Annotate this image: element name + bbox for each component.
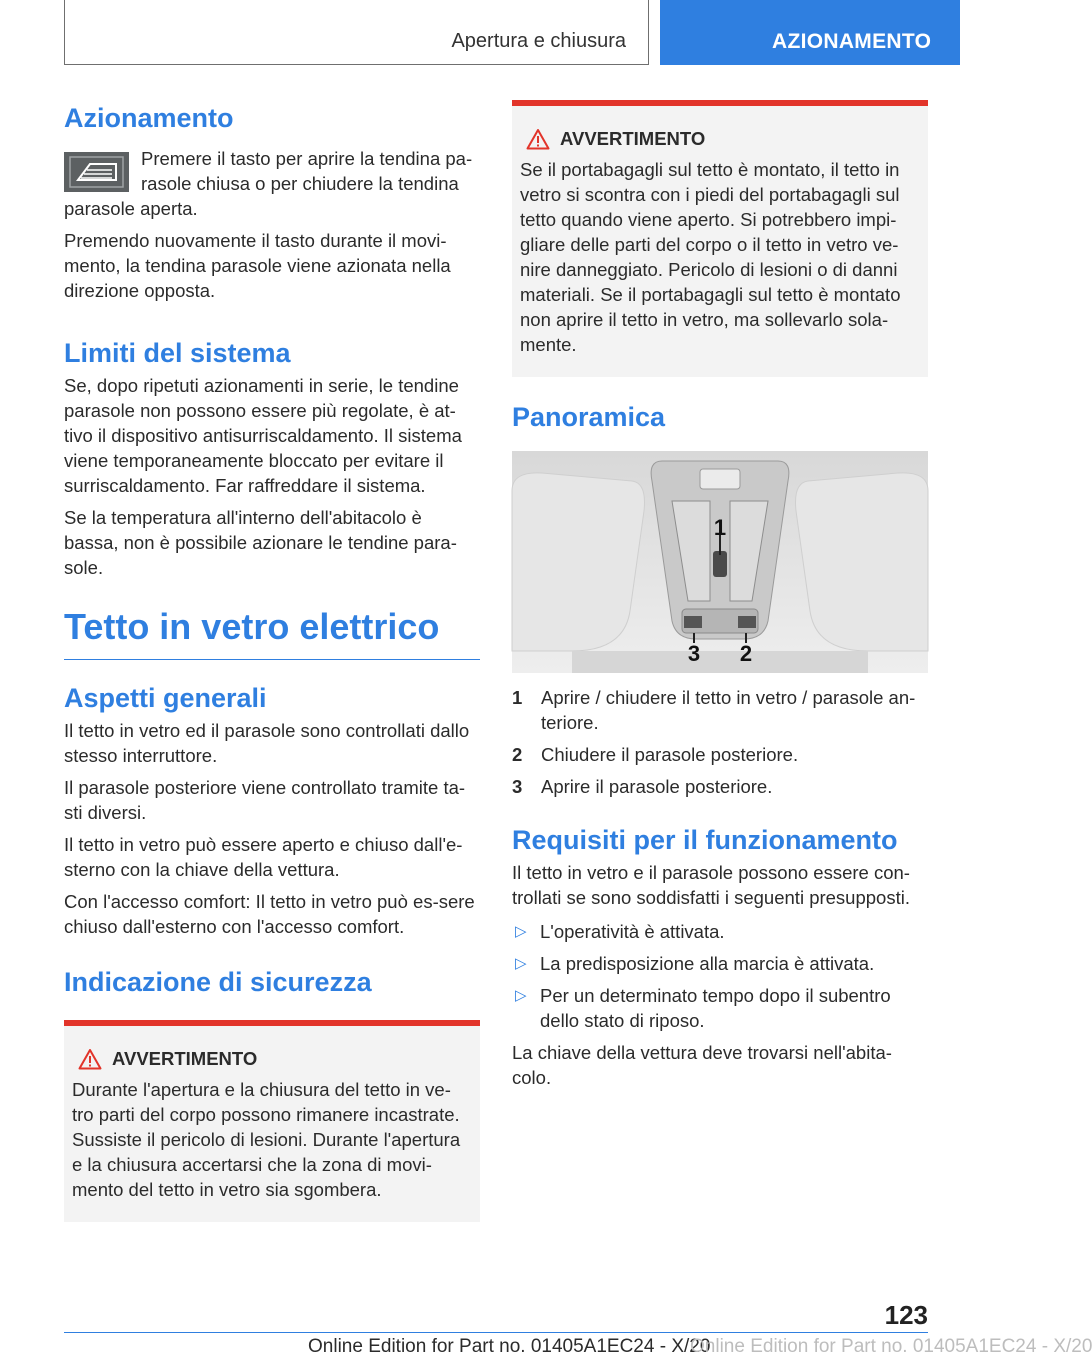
azionamento-block (64, 146, 480, 221)
warning-title-text-left: AVVERTIMENTO (112, 1048, 258, 1069)
requisiti-paragraph-2: La chiave della vettura deve trovarsi nell'abita-colo. (512, 1042, 892, 1088)
aspetti-paragraph-2: Il parasole posteriore viene controllato tramite ta-sti diversi. (64, 777, 466, 823)
aspetti-paragraph-1: Il tetto in vetro ed il parasole sono controllati dallo stesso interruttore. (64, 720, 470, 766)
list-item-text: La predisposizione alla marcia è attivata. (540, 953, 875, 974)
list-item (512, 951, 928, 976)
list-item-number: 1 (512, 687, 523, 708)
requisiti-paragraph-1: Il tetto in vetro e il parasole possono essere con-trollati se sono soddisfatti i seguenti presupposti. (512, 862, 910, 908)
warning-title-text-right: AVVERTIMENTO (560, 128, 706, 149)
list-item-number: 2 (512, 744, 523, 765)
list-item-text: Per un determinato tempo dopo il subentro dello stato di riposo. (540, 985, 891, 1031)
list-item-text: Aprire / chiudere il tetto in vetro / parasole an-teriore. (541, 687, 916, 733)
heading-sicurezza: Indicazione di sicurezza (64, 967, 372, 997)
azionamento-paragraph-1: Premere il tasto per aprire la tendina pa-rasole chiusa o per chiudere la tendina parasole aperta. (64, 148, 473, 219)
warning-title-left (72, 1046, 470, 1071)
warning-box-right (512, 100, 928, 377)
triangle-bullet-icon: ▷ (515, 987, 527, 1004)
figure-label-3: 3 (687, 641, 701, 666)
watermark-text: Online Edition for Part no. 01405A1EC24 - X/20 (690, 1336, 1092, 1357)
heading-azionamento: Azionamento (64, 103, 234, 133)
list-item-number: 3 (512, 776, 523, 797)
list-item-text: Aprire il parasole posteriore. (541, 776, 773, 797)
list-item-text: L'operatività è attivata. (540, 921, 725, 942)
left-column (64, 100, 480, 1222)
warning-title-right (520, 126, 918, 151)
overhead-console-figure (512, 451, 928, 673)
list-item (512, 983, 928, 1033)
header-section-box (64, 0, 649, 65)
requisiti-bullet-list (512, 919, 928, 1033)
sunblind-button-icon (64, 152, 129, 192)
figure-label-2: 2 (739, 641, 753, 666)
header-section-title: Apertura e chiusura (451, 30, 626, 52)
edition-text: Online Edition for Part no. 01405A1EC24 - X/20 (308, 1336, 711, 1357)
list-item (512, 685, 928, 735)
header-chapter-tab: AZIONAMENTO (660, 0, 960, 65)
azionamento-paragraph-2: Premendo nuovamente il tasto durante il movi-mento, la tendina parasole viene azionata nella direzione opposta. (64, 230, 451, 301)
heading-requisiti: Requisiti per il funzionamento (512, 825, 898, 855)
warning-triangle-icon (526, 128, 550, 150)
warning-triangle-icon (78, 1048, 102, 1070)
heading-panoramica: Panoramica (512, 402, 666, 432)
overhead-console-illustration (512, 451, 928, 673)
warning-box-left (64, 1020, 480, 1222)
list-item (512, 742, 928, 767)
list-item (512, 919, 928, 944)
limiti-paragraph-1: Se, dopo ripetuti azionamenti in serie, le tendine parasole non possono essere più regolate, è at-tivo il dispositivo antisurriscaldamento. Il sistema viene temporaneamente bloccato per evitare il surriscaldamento. Far raffreddare il sistema. (64, 375, 462, 496)
triangle-bullet-icon: ▷ (515, 923, 527, 940)
triangle-bullet-icon: ▷ (515, 955, 527, 972)
limiti-paragraph-2: Se la temperatura all'interno dell'abitacolo è bassa, non è possibile azionare le tendine para-sole. (64, 507, 457, 578)
heading-aspetti-generali: Aspetti generali (64, 683, 267, 713)
heading-tetto-vetro: Tetto in vetro elettrico (64, 605, 480, 660)
list-item (512, 774, 928, 799)
footer-divider (64, 1332, 928, 1333)
panoramica-list (512, 685, 928, 799)
figure-label-1: 1 (713, 515, 727, 540)
aspetti-paragraph-3: Il tetto in vetro può essere aperto e chiuso dall'e-sterno con la chiave della vettura. (64, 834, 463, 880)
warning-text-left: Durante l'apertura e la chiusura del tetto in ve-tro parti del corpo possono rimanere incastrate. Sussiste il pericolo di lesioni. Durante l'apertura e la chiusura accertarsi che la zona di movi-mento del tetto in vetro sia sgombera. (72, 1079, 461, 1200)
page-number: 123 (884, 1300, 928, 1330)
right-column (512, 100, 928, 1090)
aspetti-paragraph-4: Con l'accesso comfort: Il tetto in vetro può es-sere chiuso dall'esterno con l'accesso comfort. (64, 891, 475, 937)
list-item-text: Chiudere il parasole posteriore. (541, 744, 799, 765)
warning-text-right: Se il portabagagli sul tetto è montato, il tetto in vetro si scontra con i piedi del portabagagli sul tetto quando viene aperto. Si potrebbero impi-gliare delle parti del corpo o il tetto in vetro ve-nire danneggiato. Pericolo di lesioni o di danni materiali. Se il portabagagli sul tetto è montato non aprire il tetto in vetro, ma sollevarlo sola-mente. (520, 159, 901, 355)
heading-limiti: Limiti del sistema (64, 338, 291, 368)
